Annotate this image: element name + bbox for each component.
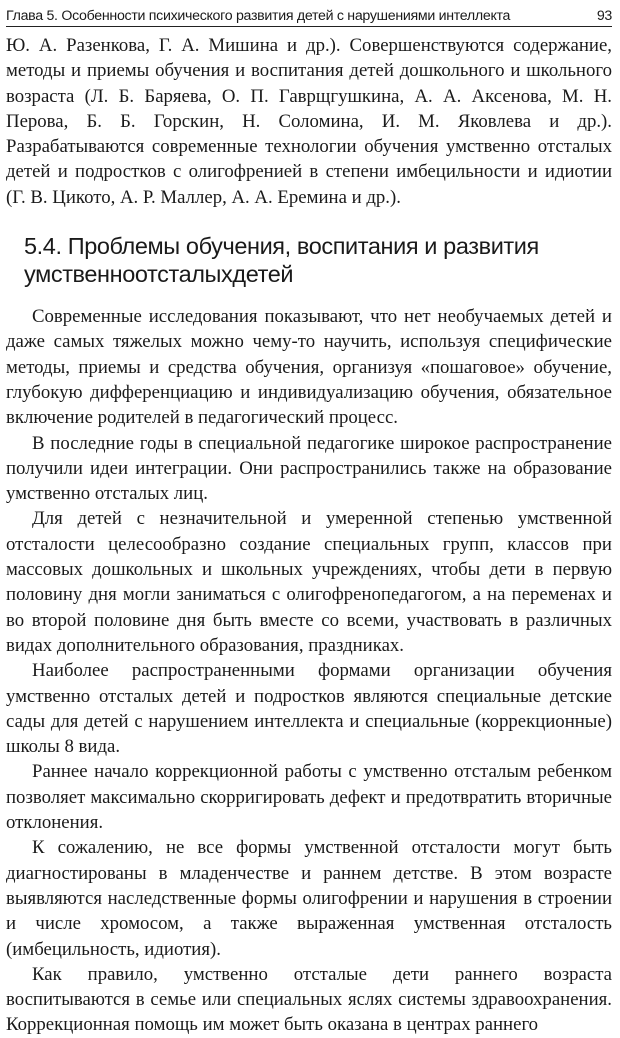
paragraph: К сожалению, не все формы умственной отсталости могут быть диагностированы в младенчестве и раннем детстве. В этом возрасте выявляются наследственные формы олигофрении и нарушения в строении и числе хромосом, а также выраженная умственная отсталость (имбецильность, идиотия). xyxy=(6,837,612,960)
section-heading xyxy=(24,232,612,288)
paragraph: Наиболее распространенными формами организации обучения умственно отсталых детей и подростков являются специальные детские сады для детей с нарушением интеллекта и специальные (коррекционные) школы 8 вида. xyxy=(6,660,612,758)
section-heading-line-1: 5.4. Проблемы обучения, воспитания и развития xyxy=(24,233,539,260)
chapter-title: Глава 5. Особенности психического развития детей с нарушениями интеллекта xyxy=(6,8,511,24)
running-header xyxy=(6,2,612,27)
intro-paragraph: Ю. А. Разенкова, Г. А. Мишина и др.). Совершенствуются содержание, методы и приемы обучения и воспитания детей дошкольного и школьного возраста (Л. Б. Баряева, О. П. Гаврщгушкина, А. А. Аксенова, М. Н. Перова, Б. Б. Горскин, Н. Соломина, И. М. Яковлева и др.). Разрабатываются современные технологии обучения умственно отсталых детей и подростков с олигофренией в степени имбецильности и идиотии (Г. В. Цикото, А. Р. Маллер, А. А. Еремина и др.). xyxy=(6,35,612,208)
paragraph: Как правило, умственно отсталые дети раннего возраста воспитываются в семье или специальных яслях системы здравоохранения. Коррекционная помощь им может быть оказана в центрах раннего xyxy=(6,963,612,1036)
page-number: 93 xyxy=(596,8,612,24)
paragraph: Раннее начало коррекционной работы с умственно отсталым ребенком позволяет максимально скорригировать дефект и предотвратить вторичные отклонения. xyxy=(6,761,612,834)
paragraph: Для детей с незначительной и умеренной степенью умственной отсталости целесообразно создание специальных групп, классов при массовых дошкольных и школьных учреждениях, чтобы дети в первую половину дня могли заниматься с олигофренопедагогом, а на переменах и во второй половине дня быть вместе со всеми, участвовать в различных видах дополнительного образования, праздниках. xyxy=(6,508,612,656)
paragraph: Современные исследования показывают, что нет необучаемых детей и даже самых тяжелых можно чему-то научить, используя специфические методы, приемы и средства обучения, организуя «пошаговое» обучение, глубокую дифференциацию и индивидуализацию обучения, обязательное включение родителей в педагогический процесс. xyxy=(6,306,612,429)
paragraph: В последние годы в специальной педагогике широкое распространение получили идеи интеграции. Они распространились также на образование умственно отсталых лиц. xyxy=(6,432,612,505)
section-heading-line-2: умственноотсталыхдетей xyxy=(24,261,294,288)
page-body xyxy=(6,33,612,1038)
